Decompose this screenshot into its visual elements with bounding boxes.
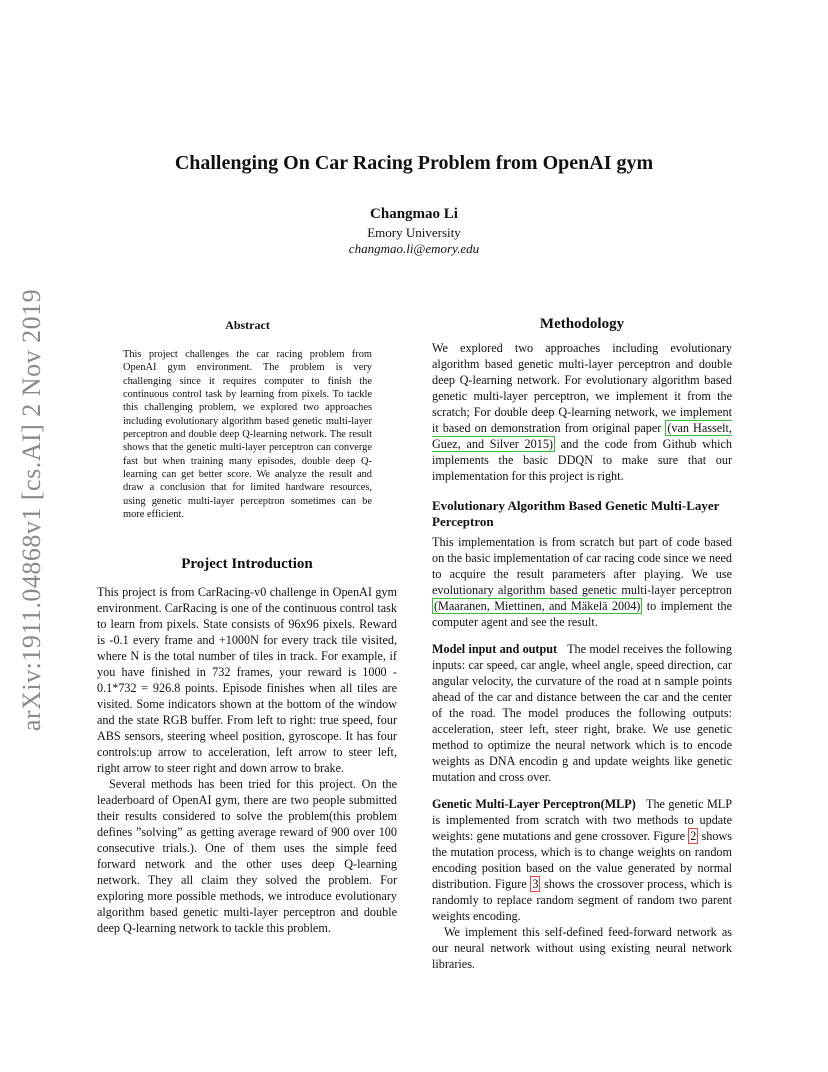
intro-paragraph-2: Several methods has been tried for this project. On the leaderboard of OpenAI gym, there are two people submitted their results considered to solve the problem(this problem defines ”solving” as getting average reward of 900 over 100 consecutive trials.). One of them uses the simple feed forward network and the other uses deep Q-learning network. They all claim they solved the problem. For exploring more possible methods, we introduce evolutionary algorithm based genetic multi-layer perceptron and double deep Q-learning network to tackle this problem. (97, 777, 397, 935)
author-block (0, 206, 828, 257)
methodology-text-1: We explored two approaches including evolutionary algorithm based genetic multi-layer perceptron and double deep Q-learning network. For evolutionary algorithm based genetic multi-layer perceptron, we implement it from the scratch; For double deep Q-learning network, we implement it based on demonstration from original paper (432, 341, 732, 435)
left-column (97, 556, 397, 936)
arxiv-stamp (10, 288, 54, 732)
model-io-text: The model receives the following inputs: car speed, car angle, wheel angle, speed direction, car angular velocity, the curvature of the road at n sample points ahead of the car and distance between the car and the center of the road. The model produces the following outputs: acceleration, steer left, steer right, brake. We use genetic method to optimize the neural network which is to encode weights as DNA encodin g and update weights like genetic mutation and cross over. (432, 642, 732, 784)
author-affiliation: Emory University (367, 225, 461, 240)
evo-heading: Evolutionary Algorithm Based Genetic Multi-Layer Perceptron (432, 498, 720, 529)
arxiv-id: arXiv:1911.04868v1 [cs.AI] 2 Nov 2019 (17, 288, 46, 732)
figure-ref-2[interactable]: 2 (690, 829, 697, 843)
mlp-heading: Genetic Multi-Layer Perceptron(MLP) (432, 797, 636, 811)
methodology-text-2: and the code from Github which implements the basic DDQN to make sure that our implementation for this project is right. (432, 437, 732, 483)
author-name: Changmao Li (370, 206, 458, 222)
citation-link-van-hasselt[interactable]: (van Hasselt, Guez, and Silver 2015) (432, 421, 732, 451)
mlp-text-1: The genetic MLP is implemented from scratch with two methods to update weights: gene mutations and gene crossover. Figure (432, 797, 732, 843)
mlp-paragraph (432, 796, 732, 924)
abstract-section (123, 318, 372, 521)
author-email: changmao.li@emory.edu (348, 241, 480, 256)
model-io-heading: Model input and output (432, 642, 558, 656)
figure-ref-3[interactable]: 3 (532, 877, 539, 891)
citation-link-maaranen[interactable]: (Maaranen, Miettinen, and Mäkelä 2004) (434, 599, 641, 613)
implementation-paragraph: We implement this self-defined feed-forward network as our neural network without using existing neural network libraries. (432, 925, 732, 971)
methodology-paragraph (432, 340, 732, 484)
methodology-heading: Methodology (539, 316, 625, 332)
evo-text-1: This implementation is from scratch but part of code based on the basic implementation of car racing code since we need to acquire the result parameters after playing. We use evolutionary algorithm based genetic multi-layer perceptron (432, 535, 732, 597)
evo-text-2: to implement the computer agent and see the result. (432, 599, 732, 629)
right-column (432, 316, 732, 972)
intro-paragraph-1: This project is from CarRacing-v0 challenge in OpenAI gym environment. CarRacing is one of the continuous control task to learn from pixels. State consists of 96x96 pixels. Reward is -0.1 every frame and +1000N for every track tile visited, where N is the total number of tiles in track. For example, if you have finished in 732 frames, your reward is 1000 - 0.1*732 = 926.8 points. Episode finishes when all tiles are visited. Some indicators shown at the bottom of the window and the state RGB buffer. From left to right: true speed, four ABS sensors, steering wheel position, gyroscope. It has four controls:up arrow to acceleration, left arrow to steer left, right arrow to steer right and down arrow to brake. (97, 585, 397, 775)
abstract-heading: Abstract (225, 318, 270, 332)
intro-heading: Project Introduction (181, 556, 313, 572)
abstract-text: This project challenges the car racing problem from OpenAI gym environment. The problem is very challenging since it requires computer to finish the continuous control task by learning from pixels. To tackle this challenging problem, we explored two approaches including evolutionary algorithm based genetic multi-layer perceptron and double deep Q-learning network. The result shows that the genetic multi-layer perceptron can converge fast but when training many episodes, double deep Q-learning can get better score. We analyze the result and draw a conclusion that for limited hardware resources, using genetic multi-layer perceptron sometimes can be more efficient. (123, 349, 372, 521)
evo-paragraph (432, 534, 732, 630)
model-io-paragraph (432, 641, 732, 785)
paper-title: Challenging On Car Racing Problem from OpenAI gym (174, 152, 654, 174)
mlp-text-3: shows the crossover process, which is randomly to replace random segment of random two parent weights encoding. (432, 877, 732, 923)
mlp-text-2: shows the mutation process, which is to change weights on random encoding position based on the value generated by normal distribution. Figure (432, 829, 732, 891)
